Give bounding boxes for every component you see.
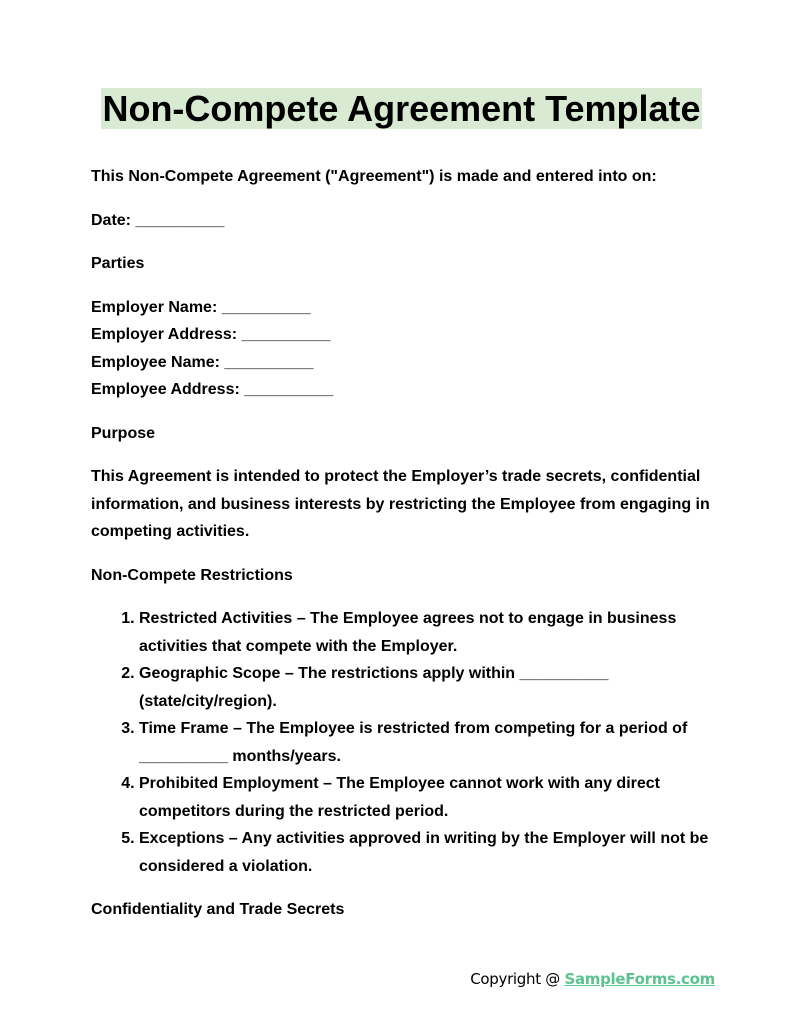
confidentiality-heading: Confidentiality and Trade Secrets: [91, 901, 345, 918]
list-item: 2. Geographic Scope – The restrictions apply within __________ (state/city/region).: [139, 660, 716, 715]
intro-text: This Non-Compete Agreement ("Agreement") is made and entered into on:: [91, 168, 657, 185]
document-body: [91, 163, 716, 924]
list-item: 1. Restricted Activities – The Employee agrees not to engage in business activities that compete with the Employer.: [139, 605, 716, 660]
restrictions-heading: Non-Compete Restrictions: [91, 566, 293, 584]
purpose-heading: Purpose: [91, 424, 156, 442]
employee-address-field: Employee Address: __________: [91, 381, 334, 398]
restrictions-list: [91, 605, 716, 880]
employer-name-field: Employer Name: __________: [91, 298, 311, 316]
list-item: 5. Exceptions – Any activities approved in writing by the Employer will not be considered a violation.: [139, 825, 716, 880]
purpose-text: This Agreement is intended to protect the Employer’s trade secrets, confidential information, and business interests by restricting the Employee from engaging in competing activities.: [91, 468, 710, 540]
copyright-text: Copyright @: [470, 970, 565, 988]
sampleforms-link[interactable]: SampleForms.com: [564, 970, 715, 988]
date-field: Date: __________: [91, 211, 225, 229]
list-item: 4. Prohibited Employment – The Employee cannot work with any direct competitors during the restricted period.: [139, 770, 716, 825]
employer-address-field: Employer Address: __________: [91, 326, 331, 343]
list-item: 3. Time Frame – The Employee is restricted from competing for a period of __________ months/years.: [139, 715, 716, 770]
page-title: Non-Compete Agreement Template: [102, 88, 701, 129]
employee-name-field: Employee Name: __________: [91, 353, 314, 371]
footer-copyright: [470, 970, 715, 988]
parties-heading: Parties: [91, 255, 145, 272]
